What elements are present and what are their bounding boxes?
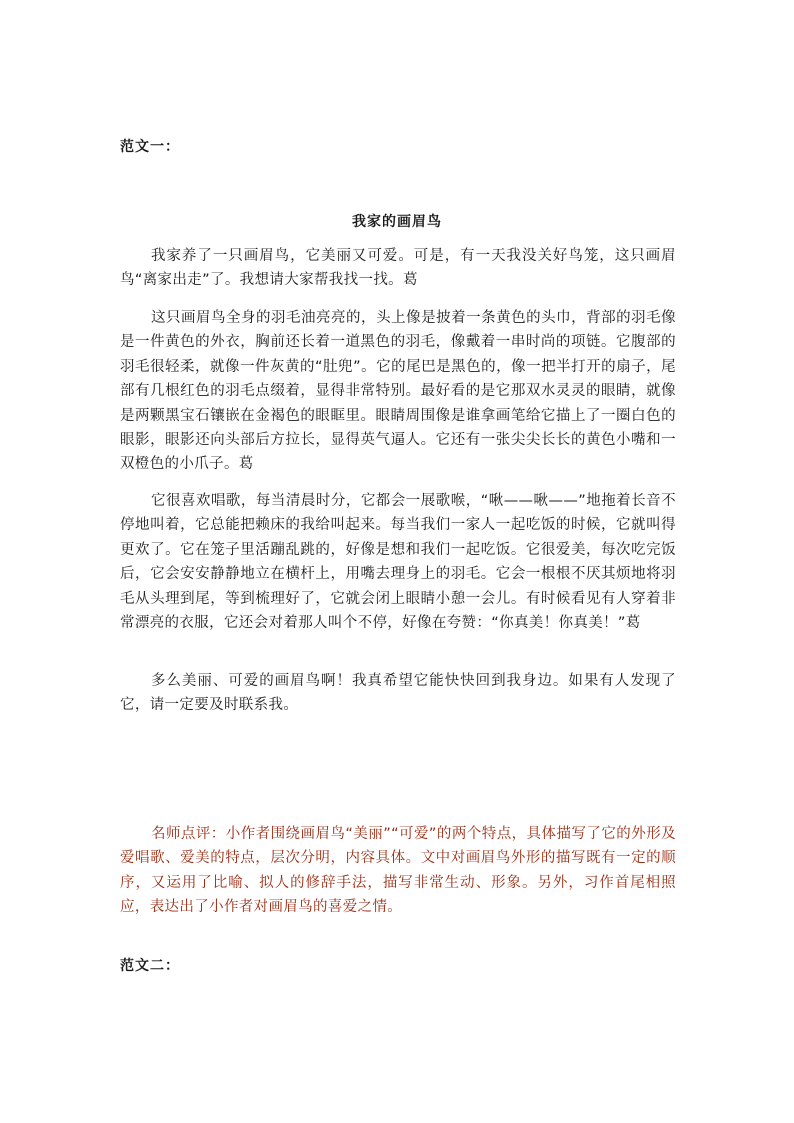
teacher-comment: 名师点评：小作者围绕画眉鸟“美丽”“可爱”的两个特点，具体描写了它的外形及爱唱歌、爱美的特点，层次分明，内容具体。文中对画眉鸟外形的描写既有一定的顺序，又运用了比喻、拟人的修辞手法，描写非常生动、形象。另外，习作首尾相照应，表达出了小作者对画眉鸟的喜爱之情。 <box>120 826 676 916</box>
sample-essay-1-heading: 范文一： <box>120 139 180 155</box>
essay-paragraph-4: 多么美丽、可爱的画眉鸟啊！我真希望它能快快回到我身边。如果有人发现了它，请一定要及时联系我。 <box>120 673 676 714</box>
essay-paragraph-2: 这只画眉鸟全身的羽毛油亮亮的，头上像是披着一条黄色的头巾，背部的羽毛像是一件黄色的外衣，胸前还长着一道黑色的羽毛，像戴着一串时尚的项链。它腹部的羽毛很轻柔，就像一件灰黄的“肚兜”。它的尾巴是黑色的，像一把半打开的扇子，尾部有几根红色的羽毛点缀着，显得非常特别。最好看的是它那双水灵灵的眼睛，就像是两颗黑宝石镶嵌在金褐色的眼眶里。眼睛周围像是谁拿画笔给它描上了一圈白色的眼影，眼影还向头部后方拉长，显得英气逼人。它还有一张尖尖长长的黄色小嘴和一双橙色的小爪子。葛 <box>120 310 676 473</box>
sample-essay-2-heading: 范文二： <box>120 958 180 974</box>
essay-title: 我家的画眉鸟 <box>352 214 442 230</box>
essay-paragraph-3: 它很喜欢唱歌，每当清晨时分，它都会一展歌喉，“啾——啾——”地拖着长音不停地叫着，它总能把赖床的我给叫起来。每当我们一家人一起吃饭的时候，它就叫得更欢了。它在笼子里活蹦乱跳的，好像是想和我们一起吃饭。它很爱美，每次吃完饭后，它会安安静静地立在横杆上，用嘴去理身上的羽毛。它会一根根不厌其烦地将羽毛从头理到尾，等到梳理好了，它就会闭上眼睛小憩一会儿。有时候看见有人穿着非常漂亮的衣服，它还会对着那人叫个不停，好像在夸赞：“你真美！你真美！”葛 <box>120 493 676 632</box>
essay-paragraph-1: 我家养了一只画眉鸟，它美丽又可爱。可是，有一天我没关好鸟笼，这只画眉鸟“离家出走”了。我想请大家帮我找一找。葛 <box>120 248 676 289</box>
